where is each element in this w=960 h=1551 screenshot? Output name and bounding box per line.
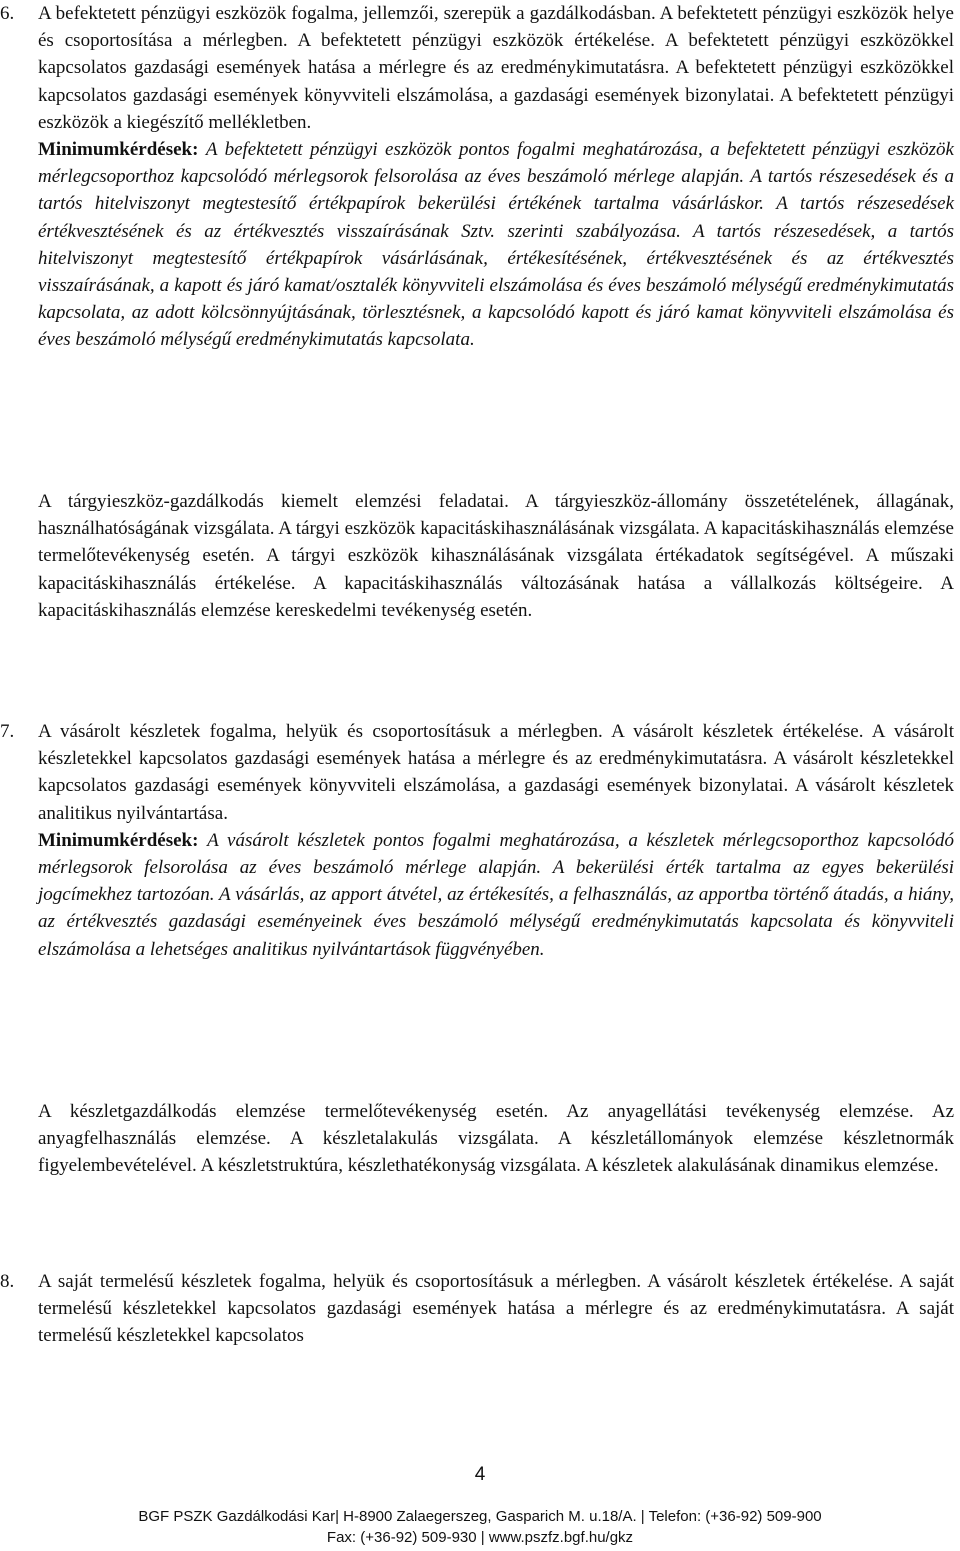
section-7 — [0, 718, 960, 963]
section-intro: A befektetett pénzügyi eszközök fogalma, jellemzői, szerepük a gazdálkodásban. A befektetett pénzügyi eszközök helye és csoportosítása a mérlegben. A befektetett pénzügyi eszközök értékelése. A befektetett pénzügyi eszközökkel kapcsolatos gazdasági események hatása a mérlegre és az eredménykimutatásra. A befektetett pénzügyi eszközökkel kapcsolatos gazdasági események könyvviteli elszámolása, a gazdasági események bizonylatai. A befektetett pénzügyi eszközök a kiegészítő mellékletben. — [38, 3, 954, 133]
minimum-label: Minimumkérdések: — [38, 139, 199, 161]
section-6 — [0, 0, 960, 354]
footer-address: BGF PSZK Gazdálkodási Kar| H-8900 Zalaegerszeg, Gasparich M. u.18/A. | Telefon: (+36-92) 509-900 — [138, 1508, 822, 1525]
section-number: 7. — [0, 721, 15, 742]
section-8 — [0, 1268, 960, 1350]
section-intro: A saját termelésű készletek fogalma, helyük és csoportosításuk a mérlegben. A vásárolt készletek értékelése. A saját termelésű készletekkel kapcsolatos gazdasági események hatása a mérlegre és az eredménykimutatásra. A saját termelésű készletekkel kapcsolatos — [38, 1271, 954, 1347]
section-number: 8. — [0, 1271, 15, 1292]
page-number: 4 — [474, 1464, 486, 1485]
section-intro: A vásárolt készletek fogalma, helyük és csoportosításuk a mérlegben. A vásárolt készletek értékelése. A vásárolt készletekkel kapcsolatos gazdasági események hatása a mérlegre és az eredménykimutatásra. A vásárolt készletekkel kapcsolatos gazdasági események könyvviteli elszámolása, a gazdasági események bizonylatai. A vásárolt készletek analitikus nyilvántartása. — [38, 721, 954, 824]
analysis-paragraph-7: A készletgazdálkodás elemzése termelőtevékenység esetén. Az anyagellátási tevékenység elemzése. Az anyagfelhasználás elemzése. A készletalakulás vizsgálata. A készletállományok elemzése készletnormák figyelembevételével. A készletstruktúra, készlethatékonyság vizsgálata. A készletek alakulásának dinamikus elemzése. — [38, 1101, 954, 1177]
minimum-text: A vásárolt készletek pontos fogalmi meghatározása, a készletek mérlegcsoporthoz kapcsolódó mérlegsorok felsorolása az éves beszámoló mérlege alapján. A bekerülési érték tartalma az egyes bekerülési jogcímekhez tartozóan. A vásárlás, az apport átvétel, az értékesítés, a felhasználás, az apportba történő átadás, a hiány, az értékvesztés gazdasági eseményeinek éves beszámoló mélységű eredménykimutatás kapcsolata és könyvviteli elszámolása a lehetséges analitikus nyilvántartások függvényében. — [38, 829, 955, 960]
footer-contact: Fax: (+36-92) 509-930 | www.pszfz.bgf.hu/gkz — [326, 1529, 634, 1546]
minimum-questions — [38, 827, 954, 963]
minimum-questions — [38, 136, 954, 354]
section-number: 6. — [0, 3, 15, 24]
minimum-text: A befektetett pénzügyi eszközök pontos fogalmi meghatározása, a befektetett pénzügyi eszközök mérlegcsoporthoz kapcsolódó mérlegsorok felsorolása az éves beszámoló mérlege alapján. A tartós részesedések és a tartós hitelviszonyt megtestesítő értékpapírok bekerülési értékének tartalma vásárláskor. A tartós részesedések értékvesztésének és az értékvesztés visszaírásának Sztv. szerinti szabályozása. A tartós részesedések, a tartós hitelviszonyt megtestesítő értékpapírok vásárlásának, értékesítésének, értékvesztésének és az értékvesztés visszaírásának, a kapott és járó kamat/osztalék könyvviteli elszámolása és éves beszámoló mélységű eredménykimutatás kapcsolata, az adott kölcsönnyújtásának, törlesztésnek, a kapcsolódó kapott és járó kamat könyvviteli elszámolása és éves beszámoló mélységű eredménykimutatás kapcsolata. — [38, 139, 954, 351]
minimum-label: Minimumkérdések: — [38, 829, 199, 851]
analysis-paragraph-6: A tárgyieszköz-gazdálkodás kiemelt elemzési feladatai. A tárgyieszköz-állomány összetételének, állagának, használhatóságának vizsgálata. A tárgyi eszközök kapacitáskihasználásának vizsgálata. A kapacitáskihasználás elemzése termelőtevékenység esetén. A tárgyi eszközök kihasználásának vizsgálata értékadatok segítségével. A műszaki kapacitáskihasználás értékelése. A kapacitáskihasználás változásának hatása a vállalkozás költségeire. A kapacitáskihasználás elemzése kereskedelmi tevékenység esetén. — [38, 491, 954, 621]
